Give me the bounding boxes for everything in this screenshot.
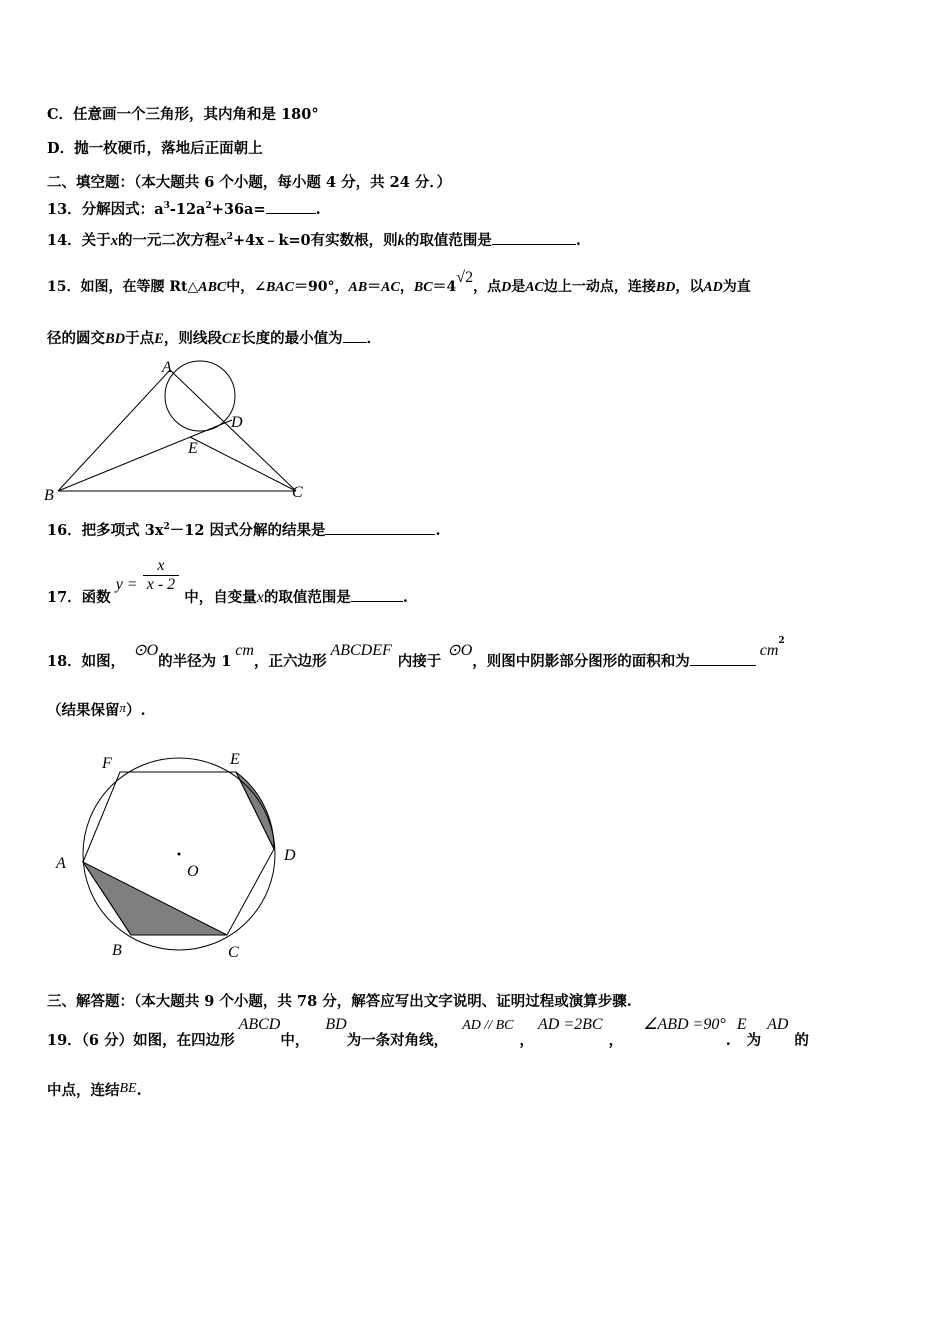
q14-mid2: 有实数根，则 bbox=[310, 232, 398, 249]
q18-label-d: D bbox=[284, 847, 296, 864]
q18-cm2: cm bbox=[759, 642, 779, 659]
q15-d: D bbox=[501, 280, 512, 295]
q18-label-e: E bbox=[230, 751, 240, 768]
question-15-line2 bbox=[47, 327, 381, 348]
q19-t3: . bbox=[725, 1032, 731, 1049]
q15-label-d: D bbox=[231, 414, 243, 431]
q15-ce: CE bbox=[221, 331, 242, 347]
q19-prefix: 19．（6 分）如图，在四边形 bbox=[47, 1032, 235, 1049]
q17-prefix: 17．函数 bbox=[47, 588, 111, 606]
q13-prefix: 13．分解因式： bbox=[47, 201, 155, 218]
q14-x: x bbox=[110, 233, 118, 249]
q15-figure bbox=[40, 358, 320, 506]
q18-label-c: C bbox=[228, 944, 239, 961]
q15-bc: BC bbox=[413, 280, 433, 295]
q15-t5: ，点 bbox=[473, 279, 502, 295]
q15-ab: AB bbox=[348, 280, 368, 295]
q19-e: E bbox=[736, 1016, 747, 1033]
option-c: C．任意画一个三角形，其内角和是 180° bbox=[47, 106, 319, 123]
q18-answer-blank[interactable] bbox=[690, 653, 756, 666]
q13-expr-a: a bbox=[154, 201, 164, 218]
q17-fraction bbox=[143, 557, 179, 594]
q19-comma1: ， bbox=[519, 1032, 535, 1049]
q14-answer-blank[interactable] bbox=[492, 232, 576, 245]
q15-t4: ＝4 bbox=[432, 279, 457, 295]
q19-bd: BD bbox=[325, 1016, 347, 1033]
q15-label-c: C bbox=[292, 484, 303, 501]
q18-figure bbox=[50, 742, 310, 964]
q15-line2a: 径的圆交 bbox=[47, 330, 105, 347]
q14-mid3: 的取值范围是 bbox=[404, 232, 492, 249]
q19-t1: 中， bbox=[280, 1032, 310, 1049]
q18-cm: cm bbox=[235, 642, 254, 659]
q15-t9: 为直 bbox=[722, 279, 751, 295]
question-15-line1 bbox=[47, 269, 751, 296]
q18-label-a: A bbox=[56, 855, 66, 872]
question-16 bbox=[47, 519, 441, 540]
q19-be: BE bbox=[119, 1081, 137, 1096]
q14-eq-rest: +4x﹣k=0 bbox=[232, 232, 311, 249]
q18-label-f: F bbox=[102, 755, 112, 772]
q16-rest: －12 因式分解的结果是 bbox=[169, 522, 326, 539]
q15-label-e: E bbox=[188, 440, 198, 457]
q15-ad: AD bbox=[703, 280, 723, 295]
q19-t5: 的 bbox=[794, 1032, 809, 1049]
q15-e: E bbox=[154, 331, 164, 347]
q16-end: . bbox=[435, 522, 441, 539]
q17-answer-blank[interactable] bbox=[351, 589, 403, 602]
q15-circle bbox=[165, 361, 235, 431]
q18-circle-o: ⊙O bbox=[133, 642, 159, 659]
q18-center-dot bbox=[178, 853, 181, 856]
q15-line2c: ，则线段 bbox=[163, 330, 222, 347]
q14-eq-x: x bbox=[219, 233, 227, 249]
q18-t4: ，则图中阴影部分图形的面积和为 bbox=[472, 653, 690, 670]
q19-abcd: ABCD bbox=[238, 1016, 281, 1033]
q15-eq: ＝ bbox=[367, 279, 382, 295]
q14-exp2: 2 bbox=[226, 232, 233, 243]
q15-label-a: A bbox=[162, 359, 172, 376]
q18-t3: 内接于 bbox=[397, 653, 442, 670]
q18-label-o: O bbox=[187, 863, 199, 880]
question-18-line2 bbox=[47, 699, 146, 720]
q16-prefix: 16．把多项式 3x bbox=[47, 522, 164, 539]
question-14 bbox=[47, 229, 581, 250]
q17-y: y = bbox=[115, 575, 138, 593]
question-13 bbox=[47, 198, 321, 219]
q18-pi: π bbox=[119, 700, 127, 715]
q15-end: ． bbox=[366, 330, 382, 347]
q15-t6: 是 bbox=[511, 279, 526, 295]
q14-end: . bbox=[575, 232, 581, 249]
q19-ad: AD bbox=[767, 1016, 789, 1033]
q18-hexagon-name: ABCDEF bbox=[330, 642, 392, 659]
q18-t1: 的半径为 1 bbox=[158, 653, 232, 670]
q15-abc: ABC bbox=[198, 280, 227, 295]
q15-sqrt: √2 bbox=[456, 269, 474, 286]
q14-prefix: 14．关于 bbox=[47, 232, 111, 249]
q15-line-ce bbox=[190, 437, 296, 491]
q17-numerator: x bbox=[143, 557, 179, 576]
section2-heading: 二、填空题：（本大题共 6 个小题，每小题 4 分，共 24 分．） bbox=[47, 174, 452, 191]
q18-shaded-triangle bbox=[83, 862, 227, 935]
q15-label-b: B bbox=[44, 487, 54, 504]
q13-exp3: 3 bbox=[163, 201, 170, 212]
q13-end: . bbox=[315, 201, 321, 218]
question-18-line1 bbox=[47, 636, 785, 670]
q15-bd: BD bbox=[655, 280, 676, 295]
q15-t8: ，以 bbox=[675, 279, 704, 295]
q15-text-1: 15．如图，在等腰 Rt△ bbox=[47, 279, 199, 295]
q17-mid: 中，自变量 bbox=[184, 588, 257, 606]
q19-cond-parallel: AD // BC bbox=[462, 1018, 514, 1033]
q15-t2: ＝90°， bbox=[294, 279, 349, 295]
q15-ac: AC bbox=[381, 280, 400, 295]
q15-t7: 边上一动点，连接 bbox=[543, 279, 656, 295]
q18-line2a: （结果保留 bbox=[47, 702, 120, 719]
q18-line2b: ）. bbox=[126, 702, 146, 719]
q17-rest: 的取值范围是 bbox=[263, 588, 351, 606]
q16-exp2: 2 bbox=[163, 522, 170, 533]
q13-expr-c: +36a= bbox=[211, 201, 266, 218]
q15-bac: BAC bbox=[265, 280, 294, 295]
question-17 bbox=[47, 555, 408, 606]
q19-end: . bbox=[136, 1082, 142, 1099]
q18-prefix: 18．如图， bbox=[47, 653, 126, 670]
q13-answer-blank[interactable] bbox=[266, 201, 316, 214]
q19-t4: 为 bbox=[746, 1032, 762, 1049]
q17-x: x bbox=[256, 588, 264, 606]
question-19-line1 bbox=[47, 1013, 809, 1049]
q19-cond-angle: ∠ABD =90° bbox=[643, 1016, 726, 1033]
q15-answer-blank[interactable] bbox=[343, 330, 367, 343]
question-19-line2 bbox=[47, 1079, 142, 1100]
q14-k: k bbox=[397, 233, 405, 249]
q14-mid1: 的一元二次方程 bbox=[117, 232, 220, 249]
q15-t3: ， bbox=[399, 279, 414, 295]
q15-bd2: BD bbox=[105, 331, 126, 347]
q18-t2: ，正六边形 bbox=[253, 653, 327, 670]
q17-end: . bbox=[402, 588, 408, 606]
q15-ac2: AC bbox=[525, 280, 544, 295]
q19-cond-double: AD =2BC bbox=[538, 1016, 603, 1033]
q15-t1: 中，∠ bbox=[226, 279, 266, 295]
q15-line2b: 于点 bbox=[125, 330, 155, 347]
q18-circle-o2: ⊙O bbox=[447, 642, 473, 659]
q13-exp2: 2 bbox=[205, 201, 212, 212]
section3-heading: 三、解答题：（本大题共 9 个小题，共 78 分，解答应写出文字说明、证明过程或演算步骤. bbox=[47, 993, 632, 1010]
q19-comma2: ， bbox=[608, 1032, 624, 1049]
q16-answer-blank[interactable] bbox=[325, 522, 435, 535]
q17-denominator: x - 2 bbox=[146, 576, 176, 593]
q18-label-b: B bbox=[112, 942, 122, 959]
q15-line2d: 长度的最小值为 bbox=[241, 330, 343, 347]
q19-t2: 为一条对角线， bbox=[346, 1032, 449, 1049]
option-d: D．抛一枚硬币，落地后正面朝上 bbox=[47, 140, 263, 157]
q15-line-ab bbox=[58, 370, 170, 491]
q13-expr-b: -12a bbox=[169, 201, 206, 218]
q19-line2: 中点，连结 bbox=[47, 1082, 120, 1099]
q18-exp2: 2 bbox=[778, 636, 785, 647]
